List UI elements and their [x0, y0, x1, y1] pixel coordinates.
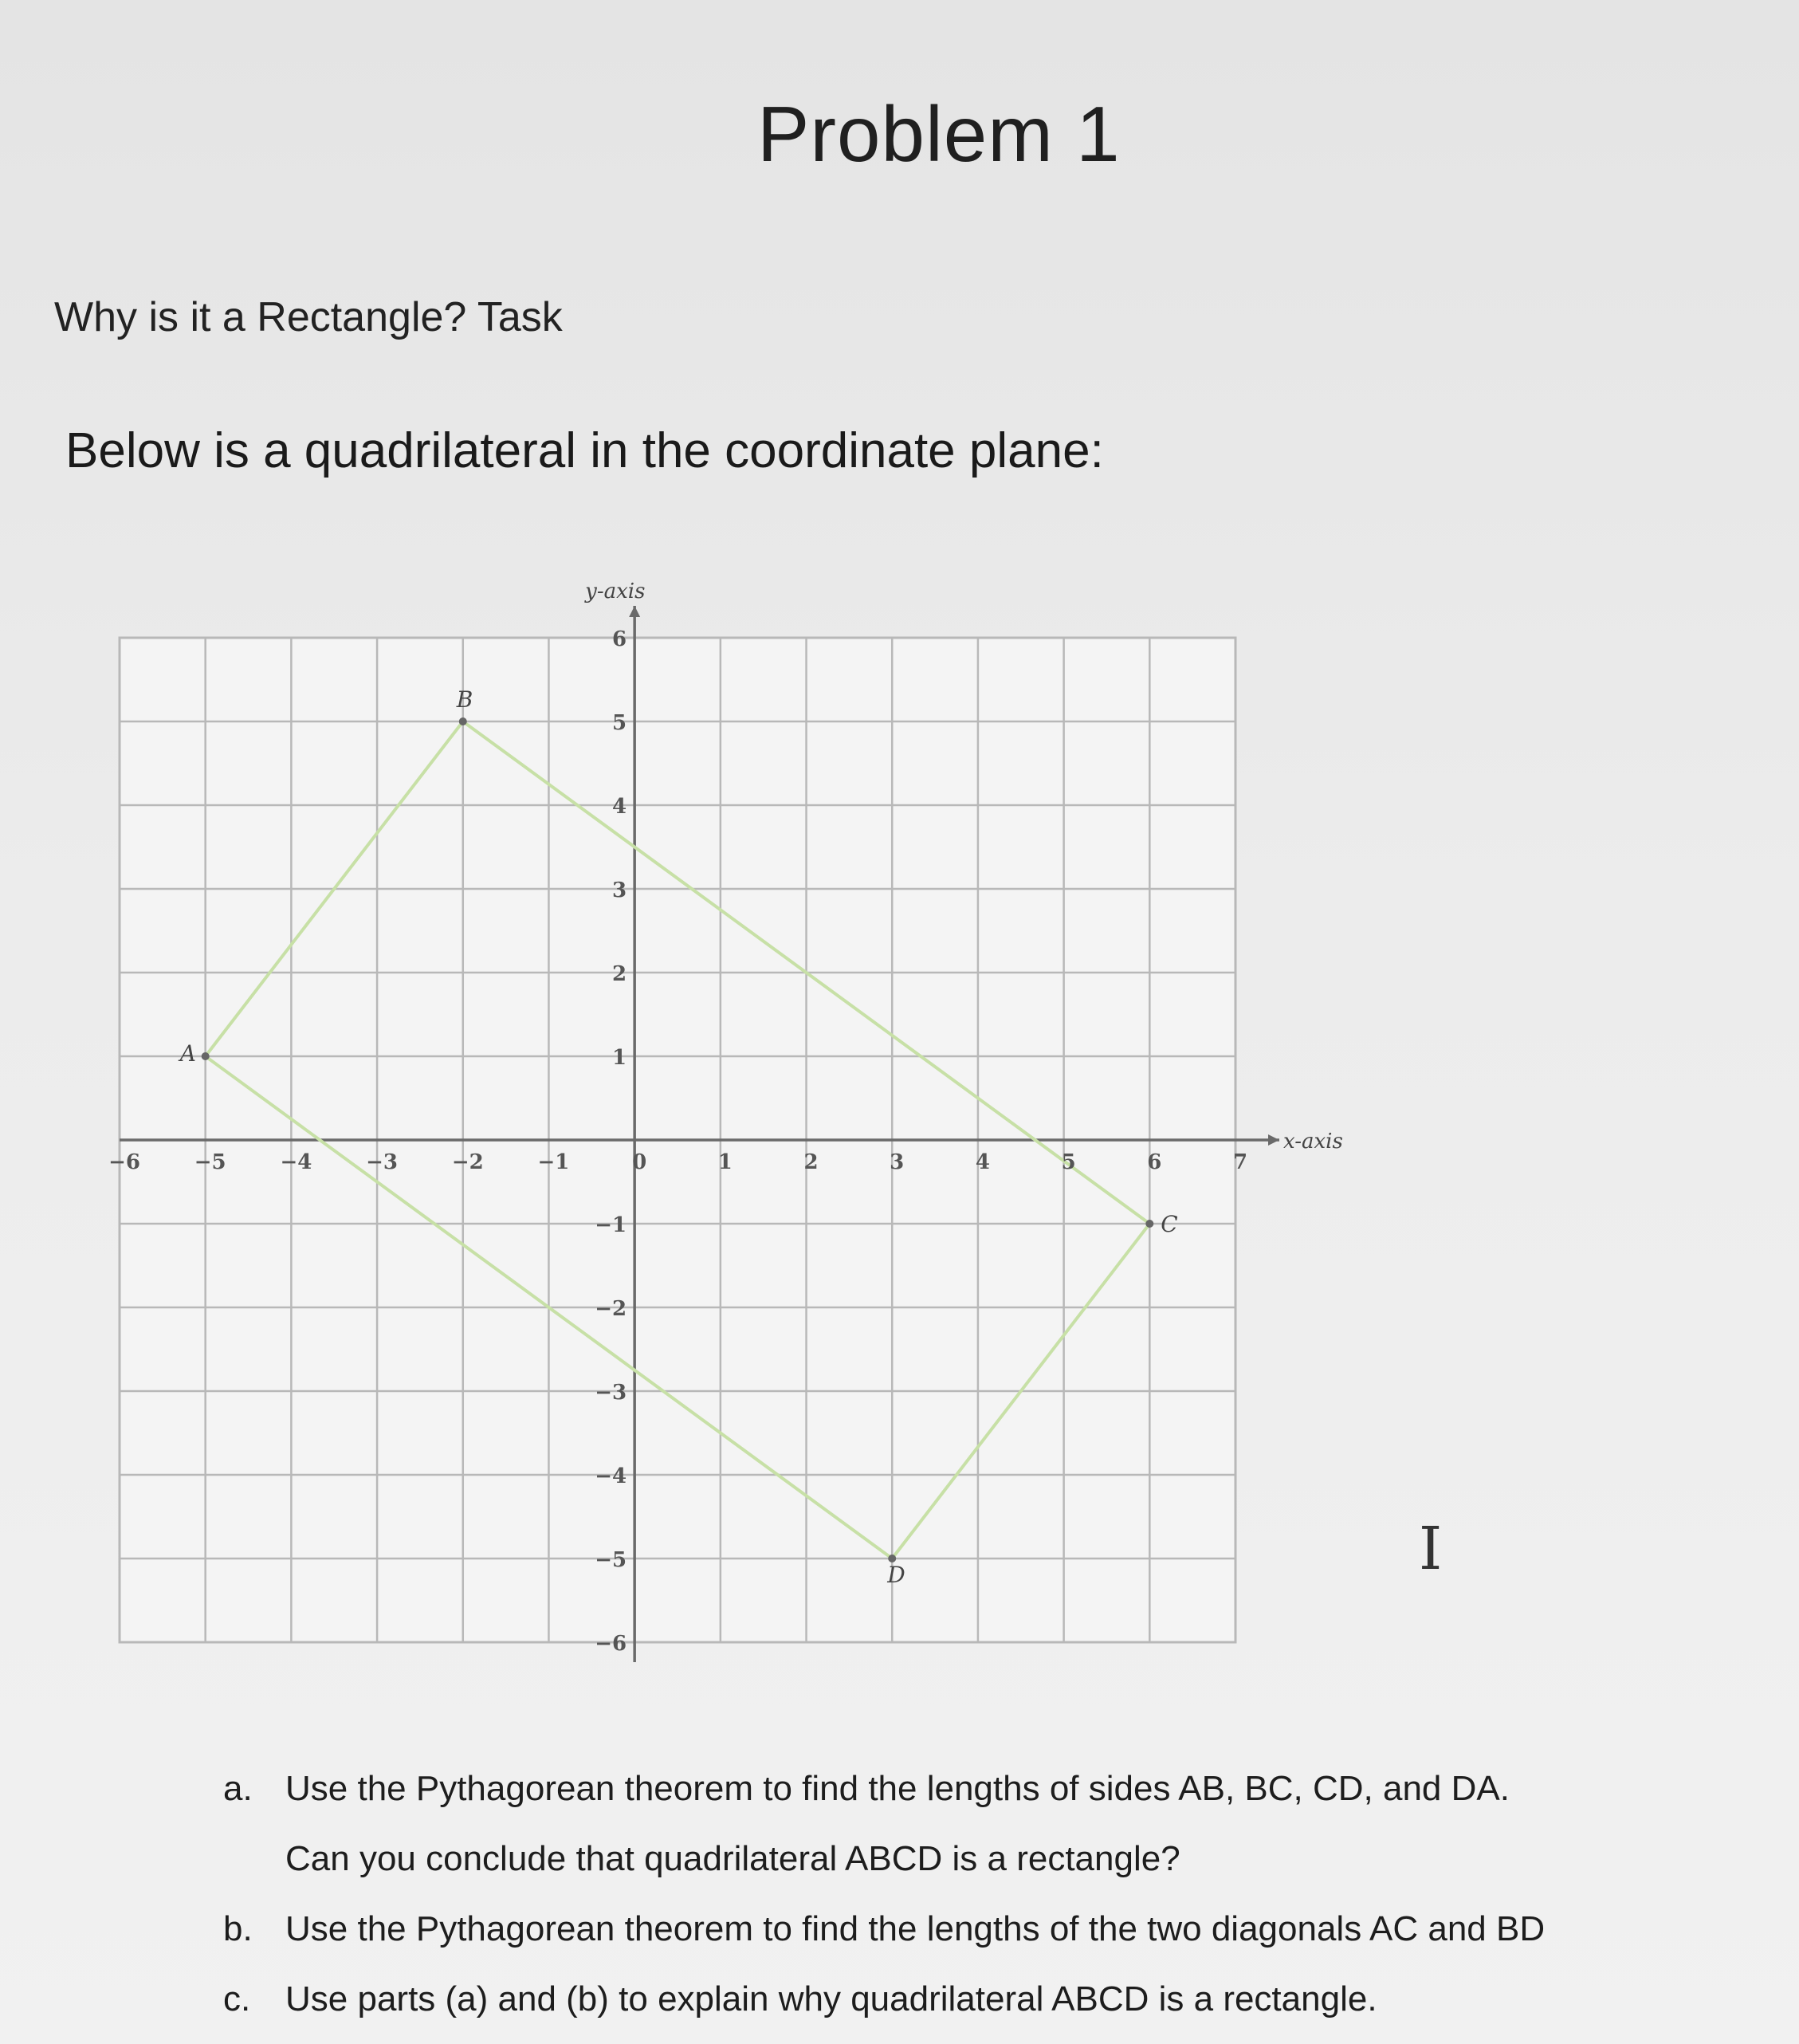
- x-tick-label: 4: [975, 1150, 990, 1174]
- x-tick-label: 3: [890, 1150, 905, 1174]
- y-tick-label: −1: [595, 1213, 627, 1237]
- point-a-label: A: [179, 1040, 196, 1067]
- question-text: Use parts (a) and (b) to explain why quadrilateral ABCD is a rectangle.: [285, 1979, 1377, 2018]
- y-axis-arrow: [629, 606, 640, 617]
- text-cursor-icon: I: [1419, 1515, 1443, 1583]
- page-title: Problem 1: [757, 90, 1121, 178]
- y-tick-label: −4: [595, 1464, 627, 1488]
- question-letter: c.: [223, 1979, 251, 2018]
- y-tick-label: 3: [612, 879, 627, 902]
- x-tick-label: −5: [194, 1150, 226, 1174]
- x-axis-label: x-axis: [1283, 1130, 1343, 1154]
- question-letter: b.: [223, 1909, 253, 1948]
- x-tick-label: −2: [451, 1150, 484, 1174]
- x-tick-label: 5: [1061, 1150, 1076, 1174]
- x-tick-label: −4: [280, 1150, 312, 1174]
- point-b-marker: [459, 717, 467, 725]
- x-tick-label: 2: [803, 1150, 819, 1174]
- x-tick-label: −1: [537, 1150, 570, 1174]
- y-tick-label: −6: [595, 1632, 627, 1656]
- point-a-marker: [202, 1052, 210, 1060]
- point-c-marker: [1145, 1220, 1153, 1228]
- point-d-label: D: [887, 1562, 905, 1588]
- question-c: [223, 1964, 1770, 2034]
- question-a-line-2: Can you conclude that quadrilateral ABCD is a rectangle?: [285, 1839, 1180, 1878]
- coordinate-plane: [108, 580, 1347, 1698]
- y-tick-label: −5: [595, 1548, 627, 1572]
- y-tick-label: 5: [612, 711, 627, 735]
- intro-text: Below is a quadrilateral in the coordinate plane:: [65, 423, 1104, 478]
- y-tick-label: 4: [612, 795, 627, 819]
- question-a: [223, 1754, 1770, 1894]
- y-tick-label: 6: [612, 627, 627, 651]
- y-axis-label: y-axis: [585, 580, 646, 603]
- x-axis-arrow: [1268, 1134, 1279, 1146]
- x-tick-label: 7: [1232, 1150, 1248, 1174]
- question-list: [223, 1754, 1770, 2034]
- x-tick-label: 0: [632, 1150, 647, 1174]
- x-tick-label: −3: [366, 1150, 399, 1174]
- y-tick-label: −2: [595, 1297, 627, 1321]
- y-tick-label: 1: [612, 1046, 627, 1070]
- task-subtitle: Why is it a Rectangle? Task: [54, 294, 563, 340]
- point-b-label: B: [456, 686, 473, 713]
- question-a-line-1: Use the Pythagorean theorem to find the lengths of sides AB, BC, CD, and DA.: [285, 1769, 1510, 1808]
- y-tick-label: −3: [595, 1381, 627, 1405]
- x-tick-label: 6: [1147, 1150, 1162, 1174]
- question-b: [223, 1894, 1770, 1964]
- point-c-label: C: [1161, 1211, 1178, 1237]
- x-tick-label: −6: [108, 1150, 140, 1174]
- question-text: Use the Pythagorean theorem to find the lengths of the two diagonals AC and BD: [285, 1909, 1546, 1948]
- question-text: [285, 1754, 1770, 1894]
- x-tick-label: 1: [717, 1150, 733, 1174]
- y-tick-label: 2: [612, 962, 627, 986]
- question-letter: a.: [223, 1769, 253, 1808]
